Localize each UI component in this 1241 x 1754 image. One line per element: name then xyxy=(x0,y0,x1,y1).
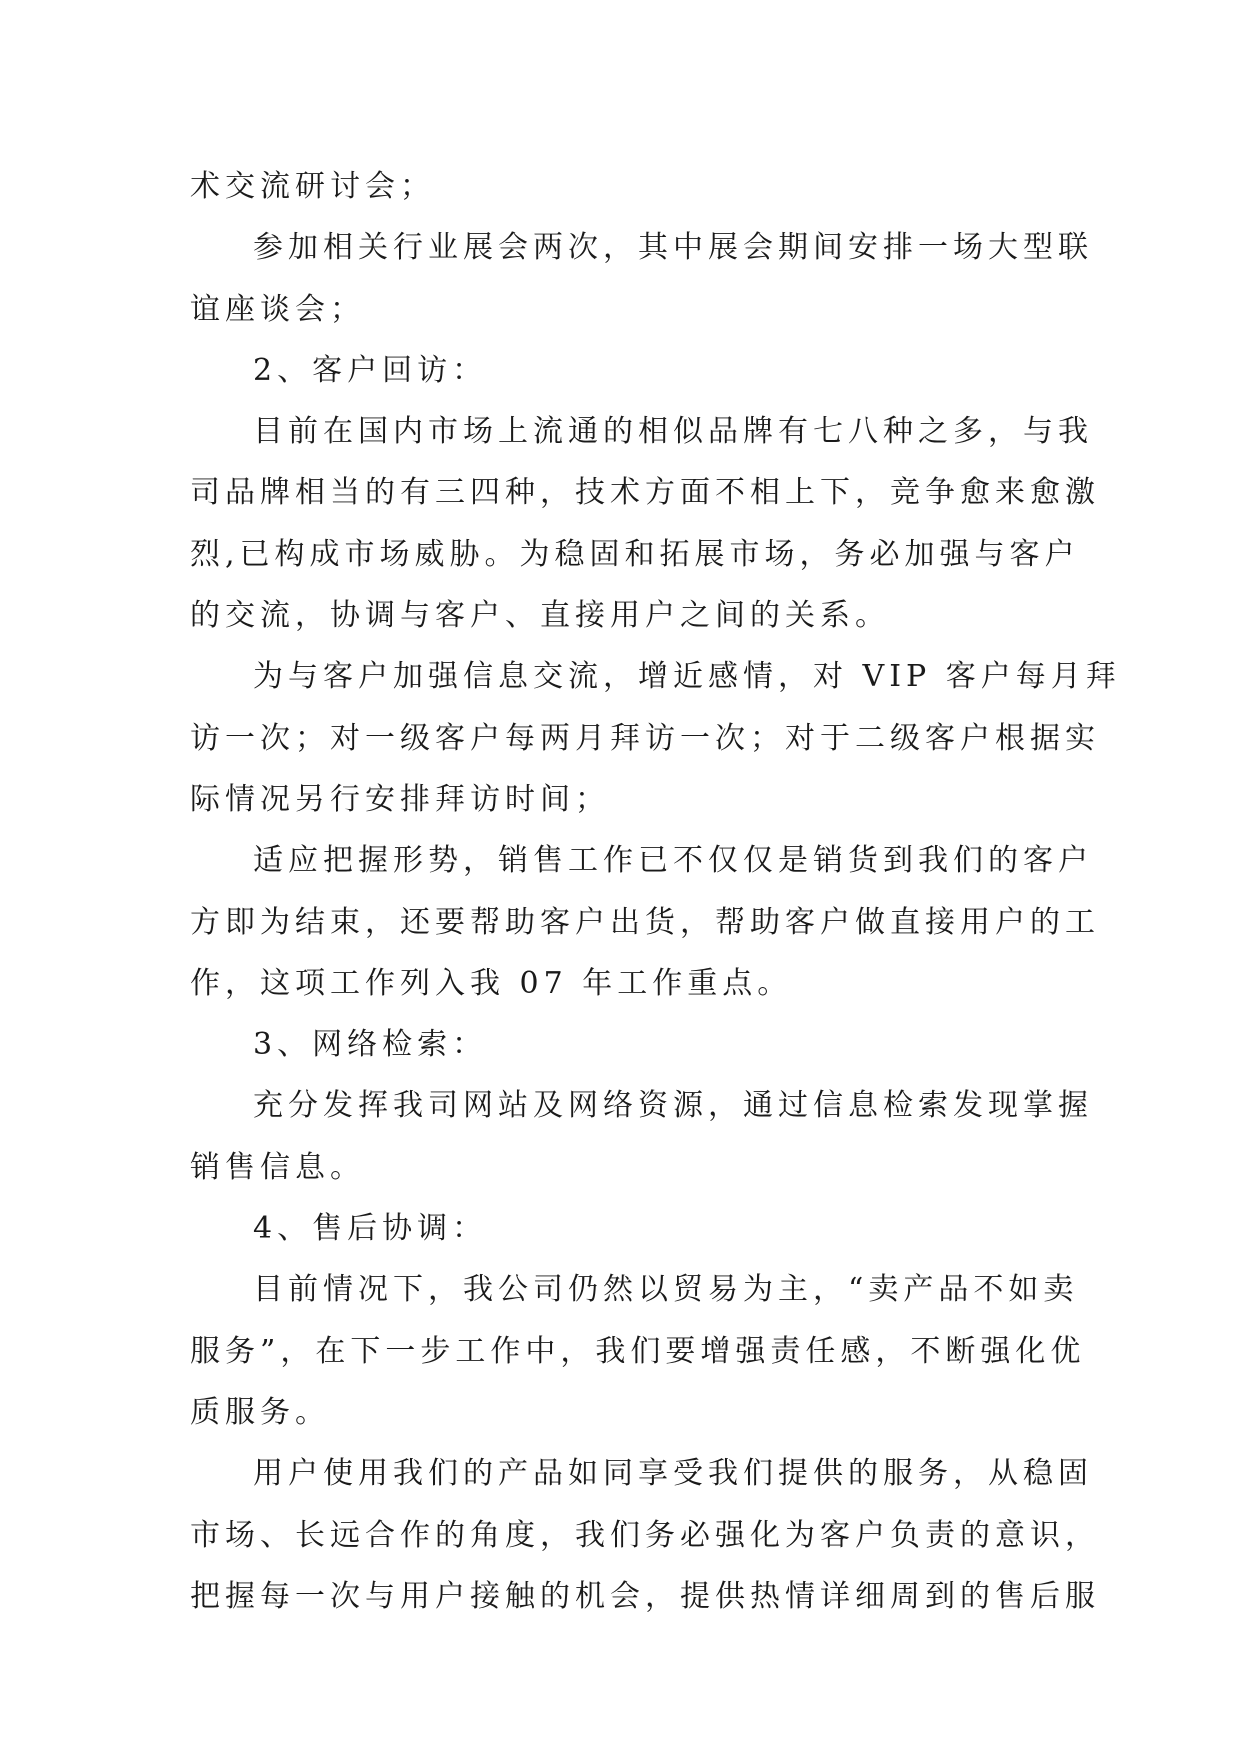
text-line: 2、客户回访： xyxy=(253,352,488,388)
text-line: 充分发挥我司网站及网络资源，通过信息检索发现掌握 xyxy=(253,1088,1093,1124)
text-line: 为与客户加强信息交流，增近感情，对 VIP 客户每月拜 xyxy=(253,659,1121,695)
text-line: 目前在国内市场上流通的相似品牌有七八种之多，与我 xyxy=(253,414,1093,450)
text-line: 服务”，在下一步工作中，我们要增强责任感，不断强化优 xyxy=(190,1333,1086,1369)
text-line: 3、网络检索： xyxy=(253,1027,488,1063)
text-line: 把握每一次与用户接触的机会，提供热情详细周到的售后服 xyxy=(190,1578,1100,1614)
text-line: 4、售后协调： xyxy=(253,1211,488,1247)
text-line: 际情况另行安排拜访时间； xyxy=(190,781,610,817)
text-line: 访一次；对一级客户每两月拜访一次；对于二级客户根据实 xyxy=(190,720,1100,756)
text-line: 的交流，协调与客户、直接用户之间的关系。 xyxy=(190,598,890,634)
text-line: 适应把握形势，销售工作已不仅仅是销货到我们的客户 xyxy=(253,843,1093,879)
text-line: 目前情况下，我公司仍然以贸易为主，“卖产品不如卖 xyxy=(253,1272,1079,1308)
text-line: 烈,已构成市场威胁。为稳固和拓展市场，务必加强与客户 xyxy=(190,536,1080,572)
document-body xyxy=(190,156,1121,1627)
text-line: 市场、长远合作的角度，我们务必强化为客户负责的意识， xyxy=(190,1517,1100,1553)
text-line: 谊座谈会； xyxy=(190,291,365,327)
text-line: 术交流研讨会； xyxy=(190,169,435,204)
text-line: 司品牌相当的有三四种，技术方面不相上下，竞争愈来愈激 xyxy=(190,475,1100,511)
text-line: 质服务。 xyxy=(190,1394,330,1430)
text-line: 作，这项工作列入我 07 年工作重点。 xyxy=(190,965,793,1001)
text-line: 参加相关行业展会两次，其中展会期间安排一场大型联 xyxy=(253,230,1093,266)
text-line: 销售信息。 xyxy=(190,1149,365,1185)
text-line: 方即为结束，还要帮助客户出货，帮助客户做直接用户的工 xyxy=(190,904,1100,940)
text-line: 用户使用我们的产品如同享受我们提供的服务，从稳固 xyxy=(253,1456,1093,1492)
